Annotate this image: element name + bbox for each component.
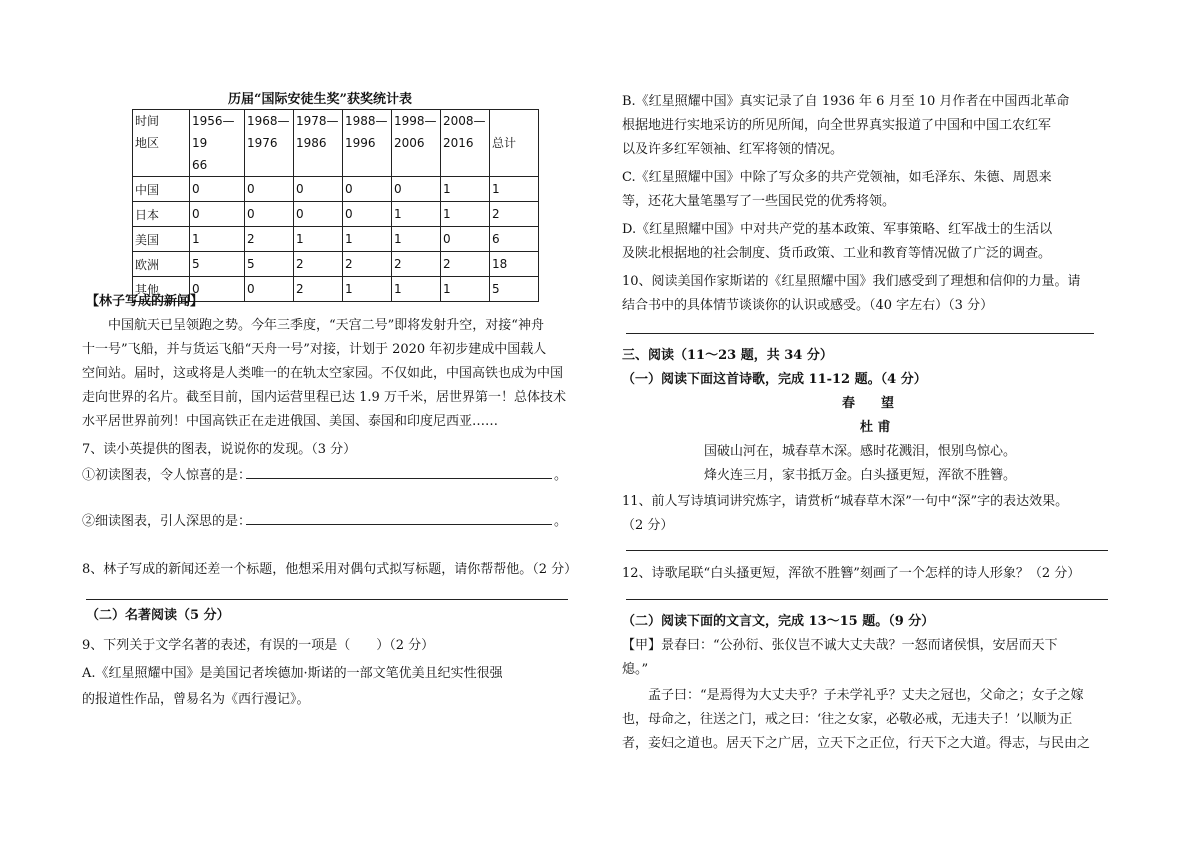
value-cell: 0 [343,177,392,202]
region-cell: 其他 [133,277,190,302]
news-line: 水平居世界前列！中国高铁正在走进俄国、美国、泰国和印度尼西亚…… [82,414,499,429]
question-7: 7、读小英提供的图表，说说你的发现。（3 分） [82,442,357,457]
value-cell: 0 [294,202,343,227]
value-cell: 6 [490,227,539,252]
question-10-line2: 结合书中的具体情节谈谈你的认识或感受。（40 字左右）（3 分） [622,298,994,313]
header-cell [245,110,294,177]
question-10-line1: 10、阅读美国作家斯诺的《红星照耀中国》我们感受到了理想和信仰的力量。请 [622,274,1081,289]
value-cell: 5 [190,252,245,277]
header-line: 2016 [443,136,474,150]
value-cell: 1 [294,227,343,252]
subsection-1-title: （一）阅读下面这首诗歌，完成 11-12 题。（4 分） [622,372,927,387]
q9-option-d-line1: D.《红星照耀中国》中对共产党的基本政策、军事策略、红军战士的生活以 [622,222,1053,237]
value-cell: 1 [343,277,392,302]
value-cell: 0 [441,227,490,252]
q9-option-c-line1: C.《红星照耀中国》中除了写众多的共产党领袖，如毛泽东、朱德、周恩来 [622,170,1052,185]
value-cell: 2 [392,252,441,277]
poem-author: 杜 甫 [860,420,891,435]
poem-line-1: 国破山河在，城春草木深。感时花溅泪，恨别鸟惊心。 [704,444,1017,459]
answer-line-12[interactable] [626,599,1108,600]
table-row [133,177,539,202]
classical-text-mencius-line1: 孟子曰：“是焉得为大丈夫乎？子未学礼乎？丈夫之冠也，父命之；女子之嫁 [648,688,1084,703]
value-cell: 0 [294,177,343,202]
value-cell: 2 [343,252,392,277]
value-cell: 1 [441,202,490,227]
value-cell: 0 [392,177,441,202]
classical-text-mencius-line3: 者，妾妇之道也。居天下之广居，立天下之正位，行天下之大道。得志，与民由之 [622,736,1091,751]
header-cell [441,110,490,177]
table-title: 历届“国际安徒生奖”获奖统计表 [228,92,412,107]
header-cell [343,110,392,177]
question-11-line1: 11、前人写诗填词讲究炼字，请赏析“城春草木深”一句中“深”字的表达效果。 [622,494,1069,509]
header-line: 1988— [345,114,388,128]
classical-text-jia-line2: 熄。” [622,662,649,677]
answer-line-10[interactable] [626,333,1094,334]
value-cell: 5 [245,252,294,277]
value-cell: 2 [245,227,294,252]
value-cell: 1 [441,177,490,202]
answer-line-7a[interactable] [246,478,552,479]
header-cell [294,110,343,177]
question-7b-label: ②细读图表，引人深思的是： [82,514,252,529]
region-cell: 日本 [133,202,190,227]
header-line: 66 [192,158,208,172]
table-row [133,252,539,277]
q9-option-b-line3: 以及许多红军领袖、红军将领的情况。 [622,142,844,157]
value-cell: 5 [490,277,539,302]
news-line: 走向世界的名片。截至目前，国内运营里程已达 1.9 万千米，居世界第一！总体技术 [82,390,566,405]
news-title: 【林子写成的新闻】 [86,294,204,309]
region-cell: 中国 [133,177,190,202]
header-cell [392,110,441,177]
corner-bottom: 地区 [135,136,160,150]
value-cell: 0 [190,177,245,202]
question-12: 12、诗歌尾联“白头搔更短，浑欲不胜簪”刻画了一个怎样的诗人形象？（2 分） [622,566,1081,581]
award-stats-table [132,109,539,302]
news-line: 十一号”飞船，并与货运飞船“天舟一号”对接，计划于 2020 年初步建成中国载人 [82,342,547,357]
header-line: 1968— [247,114,290,128]
header-line: 1996 [345,136,376,150]
poem-title: 春 望 [842,396,895,411]
value-cell: 0 [245,277,294,302]
question-11-line2: （2 分） [622,518,674,533]
table-row [133,227,539,252]
value-cell: 1 [441,277,490,302]
classical-text-jia-line1: 【甲】景春曰：“公孙衍、张仪岂不诚大丈夫哉？一怒而诸侯惧，安居而天下 [622,638,1058,653]
header-line: 1998— [394,114,437,128]
header-line: 1976 [247,136,278,150]
header-line: 1986 [296,136,327,150]
table-corner-cell [133,110,190,177]
classical-text-mencius-line2: 也，母命之，往送之门，戒之曰：‘往之女家，必敬必戒，无违夫子！’以顺为正 [622,712,1073,727]
value-cell: 0 [343,202,392,227]
value-cell: 18 [490,252,539,277]
answer-line-11[interactable] [626,550,1108,551]
header-line: 1956—19 [192,114,235,150]
value-cell: 2 [294,277,343,302]
table-row [133,202,539,227]
answer-line-7b[interactable] [246,524,552,525]
period-7b: 。 [554,514,568,529]
value-cell: 1 [392,202,441,227]
value-cell: 0 [190,202,245,227]
value-cell: 1 [343,227,392,252]
header-line: 1978— [296,114,339,128]
value-cell: 1 [490,177,539,202]
poem-line-2: 烽火连三月，家书抵万金。白头搔更短，浑欲不胜簪。 [704,468,1017,483]
header-line: 2006 [394,136,425,150]
question-8: 8、林子写成的新闻还差一个标题，他想采用对偶句式拟写标题，请你帮帮他。（2 分） [82,562,578,577]
value-cell: 2 [441,252,490,277]
header-line: 2008— [443,114,486,128]
region-cell: 欧洲 [133,252,190,277]
news-line: 中国航天已呈领跑之势。今年三季度，“天宫二号”即将发射升空，对接“神舟 [108,318,544,333]
region-cell: 美国 [133,227,190,252]
period-7a: 。 [554,468,568,483]
answer-line-8[interactable] [86,599,568,600]
header-line: 总计 [492,136,517,150]
section-3-title: 三、阅读（11～23 题，共 34 分） [622,348,833,363]
q9-option-b-line1: B.《红星照耀中国》真实记录了自 1936 年 6 月至 10 月作者在中国西北革命 [622,94,1070,109]
q9-option-d-line2: 及陕北根据地的社会制度、货币政策、工业和教育等情况做了广泛的调查。 [622,246,1052,261]
value-cell: 0 [190,277,245,302]
header-cell-total [490,110,539,177]
value-cell: 2 [294,252,343,277]
news-paragraph [82,314,592,434]
q9-option-c-line2: 等，还花大量笔墨写了一些国民党的优秀将领。 [622,194,896,209]
question-9: 9、下列关于文学名著的表述，有误的一项是（ ）（2 分） [82,638,435,653]
header-cell [190,110,245,177]
corner-top: 时间 [135,114,160,128]
subsection-2-title: （二）阅读下面的文言文，完成 13～15 题。（9 分） [622,614,935,629]
value-cell: 0 [245,202,294,227]
q9-option-a-line1: A.《红星照耀中国》是美国记者埃德加·斯诺的一部文笔优美且纪实性很强 [82,666,503,681]
q9-option-a-line2: 的报道性作品，曾易名为《西行漫记》。 [82,692,310,707]
value-cell: 1 [190,227,245,252]
section-2-title: （二）名著阅读（5 分） [86,608,230,623]
table-header-row [133,110,539,177]
news-line: 空间站。届时，这或将是人类唯一的在轨太空家园。不仅如此，中国高铁也成为中国 [82,366,564,381]
value-cell: 1 [392,277,441,302]
value-cell: 1 [392,227,441,252]
value-cell: 0 [245,177,294,202]
value-cell: 2 [490,202,539,227]
q9-option-b-line2: 根据地进行实地采访的所见所闻，向全世界真实报道了中国和中国工农红军 [622,118,1052,133]
question-7a-label: ①初读图表，令人惊喜的是： [82,468,252,483]
